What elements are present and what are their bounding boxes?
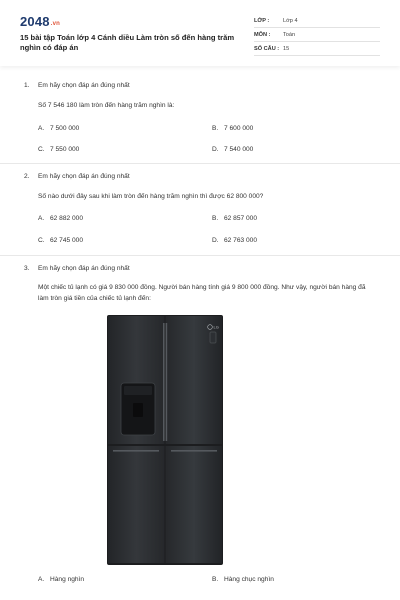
option-a[interactable] (38, 215, 83, 222)
document-title: 15 bài tập Toán lớp 4 Cánh diều Làm tròn số đến hàng trăm nghìn có đáp án (20, 33, 235, 52)
brand-label: LG (213, 324, 219, 330)
meta-label: SỐ CÂU : (254, 45, 280, 52)
logo-suffix: .vn (50, 21, 61, 27)
meta-row-grade (254, 14, 380, 28)
question-text: Số 7 546 180 làm tròn đến hàng trăm nghìn là: (38, 102, 175, 109)
option-letter: B. (212, 215, 219, 222)
logo-text: 2048 (20, 14, 50, 29)
question-header (24, 82, 130, 89)
option-letter: D. (212, 237, 219, 244)
option-text: Hàng chục nghìn (224, 576, 274, 583)
question-text: Số nào dưới đây sau khi làm tròn đến hàng trăm nghìn thì được 62 800 000? (38, 193, 264, 200)
option-c[interactable] (38, 237, 83, 244)
option-letter: B. (212, 125, 219, 132)
question-number: 1. (24, 82, 30, 89)
question-number: 2. (24, 173, 30, 180)
question-number: 3. (24, 265, 30, 272)
question-text: Một chiếc tủ lạnh có giá 9 830 000 đồng. Người bán hàng tính giá 9 800 000 đồng. Như vậy, người bán hàng đã làm tròn giá tiền của chiếc tủ lạnh đến: (38, 284, 366, 302)
option-letter: B. (212, 576, 219, 583)
option-text: 62 763 000 (224, 237, 258, 244)
option-d[interactable] (212, 237, 257, 244)
option-text: 62 745 000 (50, 237, 84, 244)
option-text: Hàng nghìn (50, 576, 85, 583)
option-text: 7 550 000 (50, 146, 80, 153)
meta-label: MÔN : (254, 31, 271, 38)
option-text: 62 857 000 (224, 215, 258, 222)
question-instruction: Em hãy chọn đáp án đúng nhất (38, 82, 130, 89)
option-letter: A. (38, 215, 45, 222)
option-b[interactable] (212, 215, 257, 222)
refrigerator-image (107, 315, 223, 565)
option-a[interactable] (38, 125, 79, 132)
document-meta (254, 14, 380, 56)
site-logo[interactable] (20, 14, 60, 29)
option-letter: C. (38, 237, 45, 244)
option-b[interactable] (212, 576, 274, 583)
meta-row-count (254, 42, 380, 56)
option-b[interactable] (212, 125, 253, 132)
option-letter: A. (38, 576, 45, 583)
question-header (24, 265, 130, 272)
option-text: 62 882 000 (50, 215, 84, 222)
meta-value: Lớp 4 (283, 17, 298, 24)
option-letter: A. (38, 125, 45, 132)
page-header (0, 0, 400, 66)
option-text: 7 540 000 (224, 146, 254, 153)
meta-row-subject (254, 28, 380, 42)
meta-label: LỚP : (254, 17, 270, 24)
divider (0, 255, 400, 256)
meta-value: 15 (283, 45, 290, 52)
option-d[interactable] (212, 146, 253, 153)
option-letter: C. (38, 146, 45, 153)
meta-value: Toán (283, 31, 296, 38)
divider (0, 163, 400, 164)
question-header (24, 173, 130, 180)
option-text: 7 500 000 (50, 125, 80, 132)
question-instruction: Em hãy chọn đáp án đúng nhất (38, 265, 130, 272)
option-c[interactable] (38, 146, 79, 153)
option-letter: D. (212, 146, 219, 153)
option-a[interactable] (38, 576, 84, 583)
question-instruction: Em hãy chọn đáp án đúng nhất (38, 173, 130, 180)
option-text: 7 600 000 (224, 125, 254, 132)
